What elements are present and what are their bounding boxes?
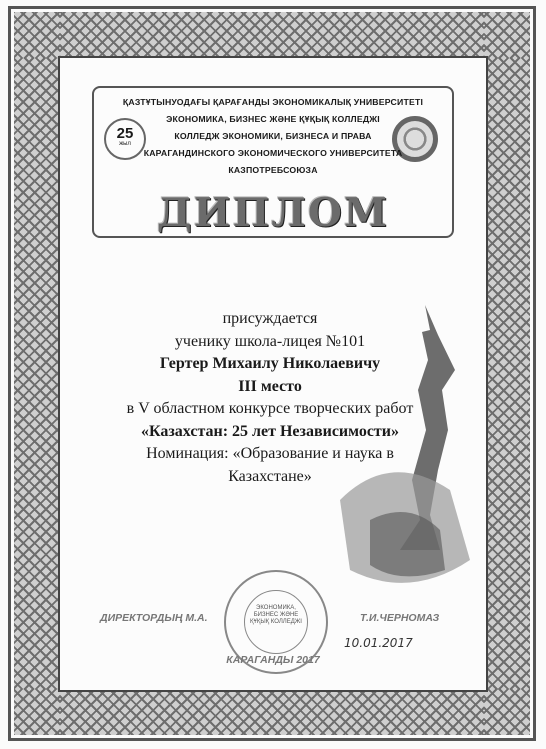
nomination-line-2: Казахстане» [228,467,312,485]
institution-header [104,94,442,179]
city-year: КАРАГАНДЫ 2017 [226,654,320,666]
award-text [80,308,460,488]
place: III место [238,377,302,395]
header-line-4: КАРАГАНДИНСКОГО ЭКОНОМИЧЕСКОГО УНИВЕРСИТЕТА КАЗПОТРЕБСОЮЗА [143,148,403,175]
diploma-title: ДИПЛОМ [157,190,389,236]
awarded-line: присуждается [222,310,318,327]
contest-line: в V областном конкурсе творческих работ [126,400,414,417]
contest-name: «Казахстан: 25 лет Независимости» [140,422,400,440]
logo-number: 25 [116,125,134,142]
header-line-2: ЭКОНОМИКА, БИЗНЕС ЖӘНЕ ҚҰҚЫҚ КОЛЛЕДЖІ [166,114,380,124]
recipient-school: ученику школа-лицея №101 [174,332,366,350]
recipient-name: Гертер Михаилу Николаевичу [159,355,381,372]
director-label: ДИРЕКТОРДЫҢ М.А. [100,612,208,624]
handwritten-date: 10.01.2017 [344,636,413,650]
header-line-3: КОЛЛЕДЖ ЭКОНОМИКИ, БИЗНЕСА И ПРАВА [174,131,372,141]
logo-caption: жыл [119,141,131,147]
stamp-text: ЭКОНОМИКА, БИЗНЕС ЖӘНЕ ҚҰҚЫҚ КОЛЛЕДЖІ [244,590,308,654]
header-line-1: ҚАЗТҰТЫНУОДАҒЫ ҚАРАҒАНДЫ ЭКОНОМИКАЛЫҚ УНИВЕРСИТЕТІ [122,97,424,107]
director-name: Т.И.ЧЕРНОМАЗ [360,612,440,624]
nomination-line-1: Номинация: «Образование и наука в [146,445,394,462]
